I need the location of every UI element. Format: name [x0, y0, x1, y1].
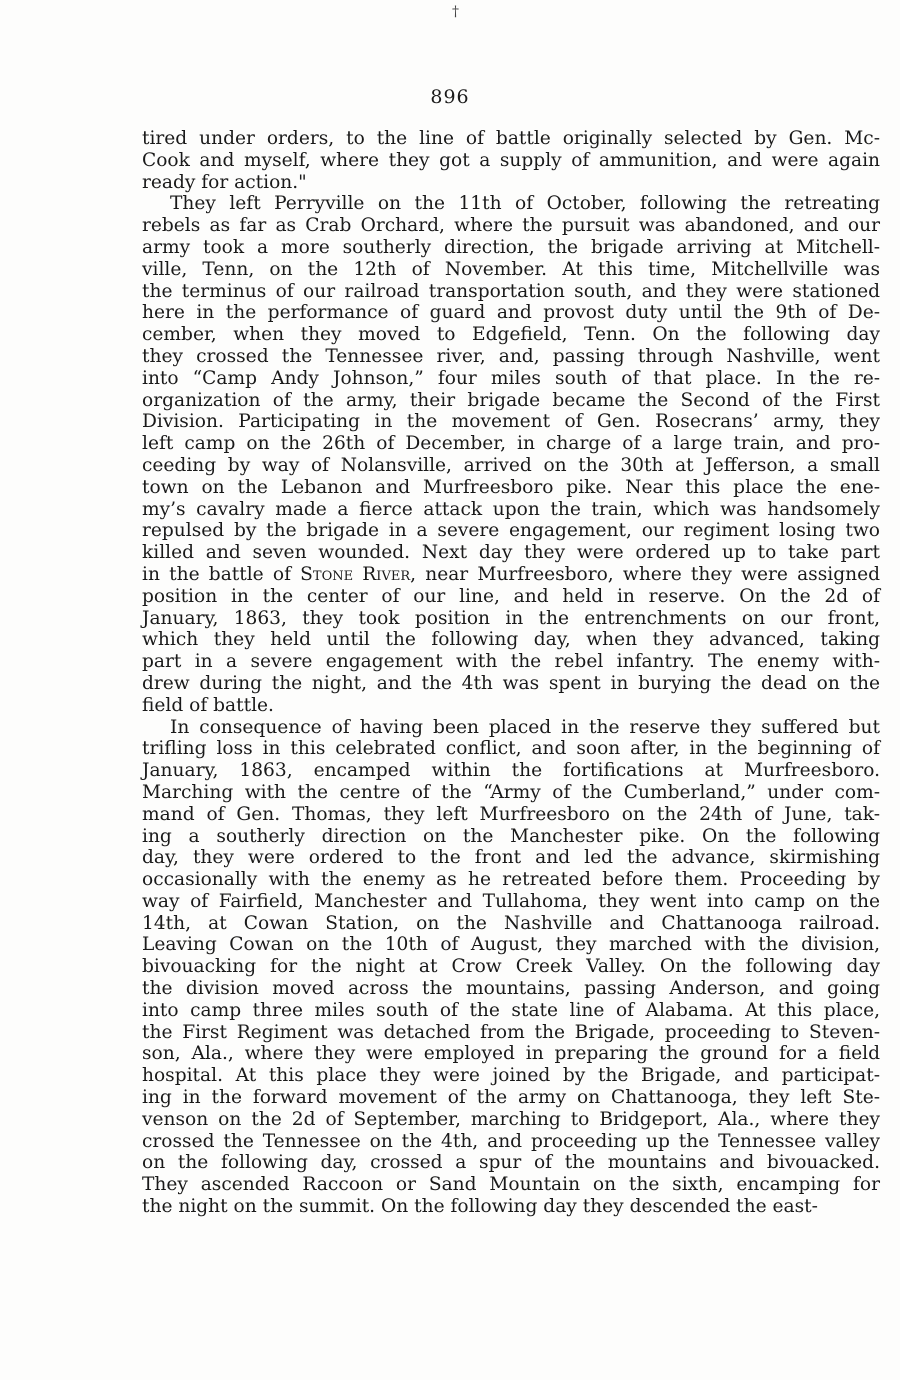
text-line: day, they were ordered to the front and led the advance, skirmishing: [142, 847, 880, 869]
text-line: cember, when they moved to Edgefield, Tenn. On the following day: [142, 324, 880, 346]
text-line: ready for action.": [142, 171, 307, 193]
page-number: 896: [430, 86, 470, 108]
text-line: the First Regiment was detached from the Brigade, proceeding to Steven-: [142, 1021, 880, 1043]
text-line: town on the Lebanon and Murfreesboro pike. Near this place the ene-: [142, 476, 880, 498]
text-line: position in the center of our line, and held in reserve. On the 2d of: [142, 585, 880, 607]
text-line: they crossed the Tennessee river, and, passing through Nashville, went: [142, 345, 880, 367]
text-line: In consequence of having been placed in the reserve they suffered but: [170, 716, 880, 738]
text-line: They left Perryville on the 11th of October, following the retreating: [170, 193, 880, 215]
text-line: Cook and myself, where they got a supply of ammunition, and were again: [142, 149, 880, 171]
text-line: into “Camp Andy Johnson,” four miles south of that place. In the re-: [142, 367, 880, 389]
text-line: ville, Tenn, on the 12th of November. At this time, Mitchellville was: [142, 258, 880, 280]
text-line: my’s cavalry made a fierce attack upon the train, which was handsomely: [142, 498, 880, 520]
text-line: into camp three miles south of the state line of Alabama. At this place,: [142, 999, 880, 1021]
text-line: son, Ala., where they were employed in preparing the ground for a field: [142, 1043, 880, 1065]
text-line: Division. Participating in the movement of Gen. Rosecrans’ army, they: [142, 411, 880, 433]
text-line: on the following day, crossed a spur of the mountains and bivouacked.: [142, 1152, 880, 1174]
text-line: trifling loss in this celebrated conflict, and soon after, in the beginning of: [142, 738, 880, 760]
text-line: part in a severe engagement with the rebel infantry. The enemy with-: [142, 651, 880, 673]
text-line: which they held until the following day, when they advanced, taking: [142, 629, 880, 651]
text-line: rebels as far as Crab Orchard, where the pursuit was abandoned, and our: [142, 215, 880, 237]
text-line: here in the performance of guard and provost duty until the 9th of De-: [142, 302, 880, 324]
paragraph: [142, 193, 880, 716]
text-line: Leaving Cowan on the 10th of August, they marched with the division,: [142, 934, 880, 956]
paragraph: [142, 128, 880, 193]
text-line: left camp on the 26th of December, in charge of a large train, and pro-: [142, 433, 880, 455]
text-line: ing a southerly direction on the Manchester pike. On the following: [142, 825, 880, 847]
text-line: the division moved across the mountains, passing Anderson, and going: [142, 978, 880, 1000]
battle-name-smallcaps: Stone River: [300, 563, 411, 585]
text-line: hospital. At this place they were joined by the Brigade, and participat-: [142, 1065, 880, 1087]
text-line: Marching with the centre of the “Army of the Cumberland,” under com-: [142, 781, 880, 803]
text-line: venson on the 2d of September, marching to Bridgeport, Ala., where they: [142, 1108, 880, 1130]
body-text: [142, 128, 880, 1218]
text-line: army took a more southerly direction, the brigade arriving at Mitchell-: [142, 236, 880, 258]
text-line: ceeding by way of Nolansville, arrived on the 30th at Jefferson, a small: [142, 454, 880, 476]
text-line: January, 1863, they took position in the entrenchments on our front,: [142, 607, 880, 629]
text-line: organization of the army, their brigade became the Second of the First: [142, 389, 880, 411]
text-line: ing in the forward movement of the army on Chattanooga, they left Ste-: [142, 1087, 880, 1109]
text-line: the night on the summit. On the following day they descended the east-: [142, 1196, 818, 1218]
text-line: in the battle of Stone River, near Murfreesboro, where they were assigned: [142, 563, 880, 585]
text-line: field of battle.: [142, 694, 274, 716]
paragraph: [142, 717, 880, 1218]
text-line: repulsed by the brigade in a severe engagement, our regiment losing two: [142, 520, 880, 542]
text-line: January, 1863, encamped within the fortifications at Murfreesboro.: [142, 760, 880, 782]
text-line: way of Fairfield, Manchester and Tullahoma, they went into camp on the: [142, 890, 880, 912]
text-line: 14th, at Cowan Station, on the Nashville and Chattanooga railroad.: [142, 912, 880, 934]
text-line: tired under orders, to the line of battle originally selected by Gen. Mc-: [142, 128, 880, 149]
text-line: bivouacking for the night at Crow Creek Valley. On the following day: [142, 956, 880, 978]
text-line: mand of Gen. Thomas, they left Murfreesboro on the 24th of June, tak-: [142, 803, 880, 825]
text-line: the terminus of our railroad transportation south, and they were stationed: [142, 280, 880, 302]
ink-speck: †: [452, 4, 459, 20]
text-line: killed and seven wounded. Next day they were ordered up to take part: [142, 542, 880, 564]
text-line: drew during the night, and the 4th was spent in burying the dead on the: [142, 672, 880, 694]
text-line: occasionally with the enemy as he retreated before them. Proceeding by: [142, 869, 880, 891]
text-line: They ascended Raccoon or Sand Mountain on the sixth, encamping for: [142, 1174, 880, 1196]
text-line: crossed the Tennessee on the 4th, and proceeding up the Tennessee valley: [142, 1130, 880, 1152]
